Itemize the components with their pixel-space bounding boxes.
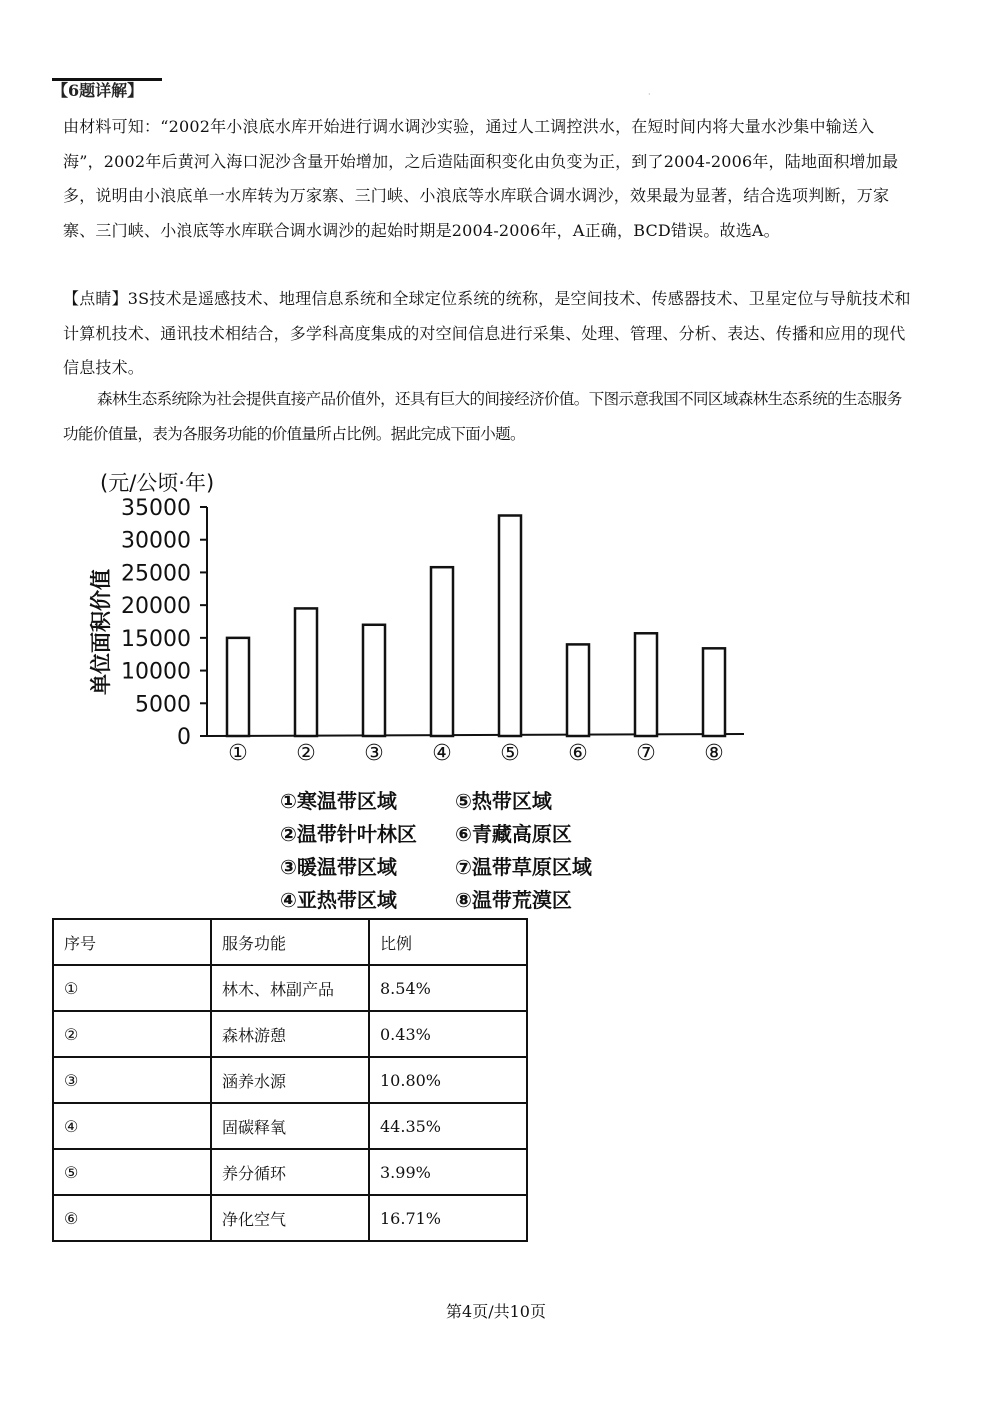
tip-paragraph: 【点睛】3S技术是遥感技术、地理信息系统和全球定位系统的统称，是空间技术、传感器技术、卫星定位与导航技术和计算机技术、通讯技术相结合，多学科高度集成的对空间信息进行采集、处理、管理、分析、表达、传播和应用的现代信息技术。 (63, 289, 911, 377)
y-tick-label: 15000 (121, 626, 191, 652)
y-tick-label: 10000 (121, 659, 191, 685)
y-tick-label: 0 (177, 725, 191, 750)
legend-item: ⑤热带区域 (455, 789, 552, 813)
x-tick-label: ⑤ (500, 741, 520, 766)
legend-item: ①寒温带区域 (280, 789, 397, 813)
table-header-cell: 序号 (53, 919, 211, 965)
table-cell: 森林游憩 (211, 1011, 369, 1057)
legend-item: ⑦温带草原区域 (455, 855, 592, 879)
table-cell: 3.99% (369, 1149, 527, 1195)
table-cell: 净化空气 (211, 1195, 369, 1241)
bar-5 (499, 516, 521, 736)
x-tick-label: ⑥ (568, 741, 588, 766)
table-row (53, 1195, 527, 1241)
table-cell: 固碳释氧 (211, 1103, 369, 1149)
question-intro: 森林生态系统除为社会提供直接产品价值外，还具有巨大的间接经济价值。下图示意我国不同区域森林生态系统的生态服务功能价值量，表为各服务功能的价值量所占比例。据此完成下面小题。 (63, 390, 902, 443)
legend-item: ⑥青藏高原区 (455, 822, 572, 846)
table-header-cell: 服务功能 (211, 919, 369, 965)
bar-7 (635, 633, 657, 736)
legend-item: ②温带针叶林区 (280, 822, 417, 846)
table-cell: 44.35% (369, 1103, 527, 1149)
table-row (53, 1057, 527, 1103)
legend-item: ③暖温带区域 (280, 855, 397, 879)
table-row (53, 1103, 527, 1149)
x-tick-label: ⑦ (636, 741, 656, 766)
section-header-fragment: 【6题详解】 (52, 78, 162, 101)
stray-mark: · (648, 90, 651, 99)
bar-6 (567, 644, 589, 736)
bar-4 (431, 567, 453, 736)
x-axis-line (207, 734, 744, 736)
bar-chart-svg (80, 462, 760, 782)
legend-item: ④亚热带区域 (280, 888, 397, 912)
table-cell: 16.71% (369, 1195, 527, 1241)
bar-3 (363, 625, 385, 736)
table-cell: 0.43% (369, 1011, 527, 1057)
page-footer: 第4页/共10页 (446, 1302, 546, 1321)
chart-y-axis-label: 单位面积价值 (89, 569, 113, 695)
y-tick-label: 25000 (121, 561, 191, 587)
y-tick-label: 35000 (121, 496, 191, 521)
x-tick-label: ⑧ (704, 741, 724, 766)
table-cell: ④ (53, 1103, 211, 1149)
table-cell: 涵养水源 (211, 1057, 369, 1103)
bar-8 (703, 648, 725, 736)
table-cell: 10.80% (369, 1057, 527, 1103)
bar-chart (80, 462, 760, 922)
table-header-row (53, 919, 527, 965)
table-row (53, 1011, 527, 1057)
chart-unit-label: (元/公顷·年) (100, 471, 215, 495)
table-header-cell: 比例 (369, 919, 527, 965)
table-row (53, 965, 527, 1011)
table-cell: ⑥ (53, 1195, 211, 1241)
y-tick-label: 5000 (135, 692, 191, 718)
bar-1 (227, 638, 249, 736)
table-cell: ② (53, 1011, 211, 1057)
x-tick-label: ③ (364, 741, 384, 766)
y-tick-label: 30000 (121, 528, 191, 554)
service-function-table (52, 918, 528, 1242)
y-tick-label: 20000 (121, 594, 191, 620)
table-cell: ③ (53, 1057, 211, 1103)
explanation-paragraph: 由材料可知：“2002年小浪底水库开始进行调水调沙实验，通过人工调控洪水，在短时间内将大量水沙集中输送入海”，2002年后黄河入海口泥沙含量开始增加，之后造陆面积变化由负变为正，到了2004-2006年，陆地面积增加最多，说明由小浪底单一水库转为万家寨、三门峡、小浪底等水库联合调水调沙，效果最为显著，结合选项判断，万家寨、三门峡、小浪底等水库联合调水调沙的起始时期是2004-2006年，A正确，BCD错误。故选A。 (63, 117, 899, 240)
table-cell: 8.54% (369, 965, 527, 1011)
legend-item: ⑧温带荒漠区 (455, 888, 572, 912)
table-cell: 林木、林副产品 (211, 965, 369, 1011)
x-tick-label: ① (228, 741, 248, 766)
table-row (53, 1149, 527, 1195)
x-tick-label: ② (296, 741, 316, 766)
table-cell: ⑤ (53, 1149, 211, 1195)
x-tick-label: ④ (432, 741, 452, 766)
bar-2 (295, 608, 317, 736)
table-cell: 养分循环 (211, 1149, 369, 1195)
table-cell: ① (53, 965, 211, 1011)
